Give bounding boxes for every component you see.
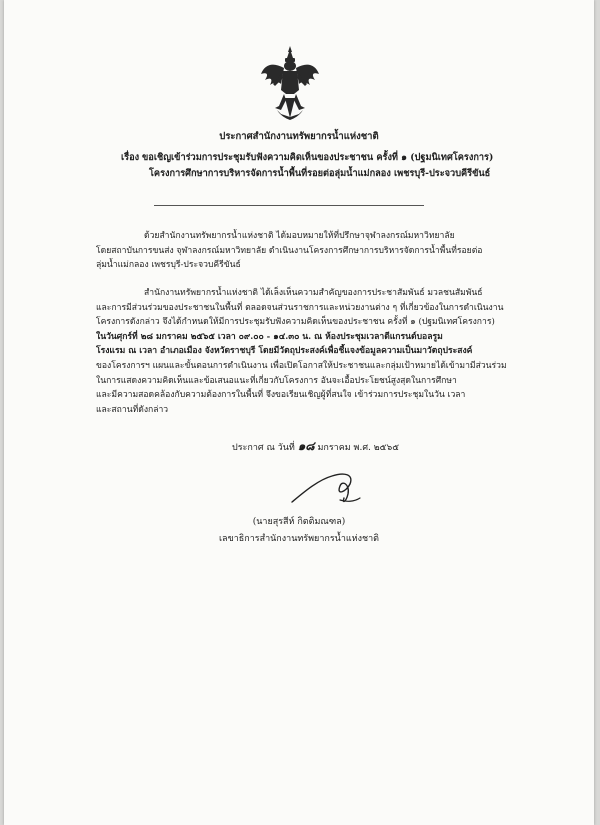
signature xyxy=(284,462,404,512)
subject-line-1 xyxy=(121,150,493,165)
paragraph-2 xyxy=(96,286,514,417)
paragraph-line: ลุ่มน้ำแม่กลอง เพชรบุรี-ประจวบคีรีขันธ์ xyxy=(96,260,241,271)
paragraph-line: โดยสถาบันการขนส่ง จุฬาลงกรณ์มหาวิทยาลัย ดำเนินงานโครงการศึกษาการบริหารจัดการน้ำพื้นที่รอยต่อ xyxy=(96,245,483,256)
paragraph-line: สำนักงานทรัพยากรน้ำแห่งชาติ ได้เล็งเห็นความสำคัญของการประชาสัมพันธ์ มวลชนสัมพันธ์ xyxy=(144,288,483,298)
paragraph-line: และการมีส่วนร่วมของประชาชนในพื้นที่ ตลอดจนส่วนราชการและหน่วยงานต่าง ๆ ที่เกี่ยวข้องในการดำเนินงาน xyxy=(96,302,504,313)
document-page xyxy=(4,0,594,825)
paragraph-line: โครงการดังกล่าว จึงได้กำหนดให้มีการประชุมรับฟังความคิดเห็นของประชาชน ครั้งที่ ๑ (ปฐมนิเทศโครงการ) xyxy=(96,317,495,328)
paragraph-line-meeting-date: ในวันศุกร์ที่ ๒๘ มกราคม ๒๕๖๕ เวลา ๐๙.๐๐ - ๑๔.๓๐ น. ณ ห้องประชุมเวลาดีแกรนด์บอลรูม xyxy=(96,331,443,342)
paragraph-line: ด้วยสำนักงานทรัพยากรน้ำแห่งชาติ ได้มอบหมายให้ที่ปรึกษาจุฬาลงกรณ์มหาวิทยาลัย xyxy=(144,231,455,241)
signer-name: (นายสุรสีห์ กิตติมณฑล) xyxy=(252,517,346,527)
date-rest: มกราคม พ.ศ. ๒๕๖๕ xyxy=(317,443,400,453)
subject-line-2 xyxy=(149,166,490,181)
paragraph-line: และมีความสอดคล้องกับความต้องการในพื้นที่ จึงขอเรียนเชิญผู้ที่สนใจ เข้าร่วมการประชุมในวัน เวลา xyxy=(96,390,466,401)
paragraph-line: และสถานที่ดังกล่าว xyxy=(96,404,169,415)
date-prefix: ประกาศ ณ วันที่ xyxy=(232,443,295,453)
announcement-date xyxy=(232,437,399,456)
date-day-handwritten: ๑๘ xyxy=(297,439,315,453)
paragraph-line: ของโครงการฯ แผนและขั้นตอนการดำเนินงาน เพื่อเปิดโอกาสให้ประชาชนและกลุ่มเป้าหมายได้เข้ามามีส่วนร่วม xyxy=(96,360,507,371)
paragraph-1 xyxy=(96,229,514,273)
subject-text-2: โครงการศึกษาการบริหารจัดการน้ำพื้นที่รอยต่อลุ่มน้ำแม่กลอง เพชรบุรี-ประจวบคีรีขันธ์ xyxy=(149,168,491,179)
subject-label: เรื่อง xyxy=(121,152,140,163)
divider xyxy=(154,205,424,206)
announcement-title: ประกาศสำนักงานทรัพยากรน้ำแห่งชาติ xyxy=(219,131,379,142)
paragraph-line-venue: โรงแรม ณ เวลา อำเภอเมือง จังหวัดราชบุรี โดยมีวัตถุประสงค์เพื่อชี้แจงข้อมูลความเป็นมาวัตถุประสงค์ xyxy=(96,346,473,357)
garuda-emblem xyxy=(259,44,321,124)
signer-title: เลขาธิการสำนักงานทรัพยากรน้ำแห่งชาติ xyxy=(218,534,380,544)
subject-text: ขอเชิญเข้าร่วมการประชุมรับฟังความคิดเห็นของประชาชน ครั้งที่ ๑ (ปฐมนิเทศโครงการ) xyxy=(142,152,494,163)
paragraph-line: ในการแสดงความคิดเห็นและข้อเสนอแนะที่เกี่ยวกับโครงการ อันจะเอื้อประโยชน์สูงสุดในการศึกษา xyxy=(96,375,457,386)
